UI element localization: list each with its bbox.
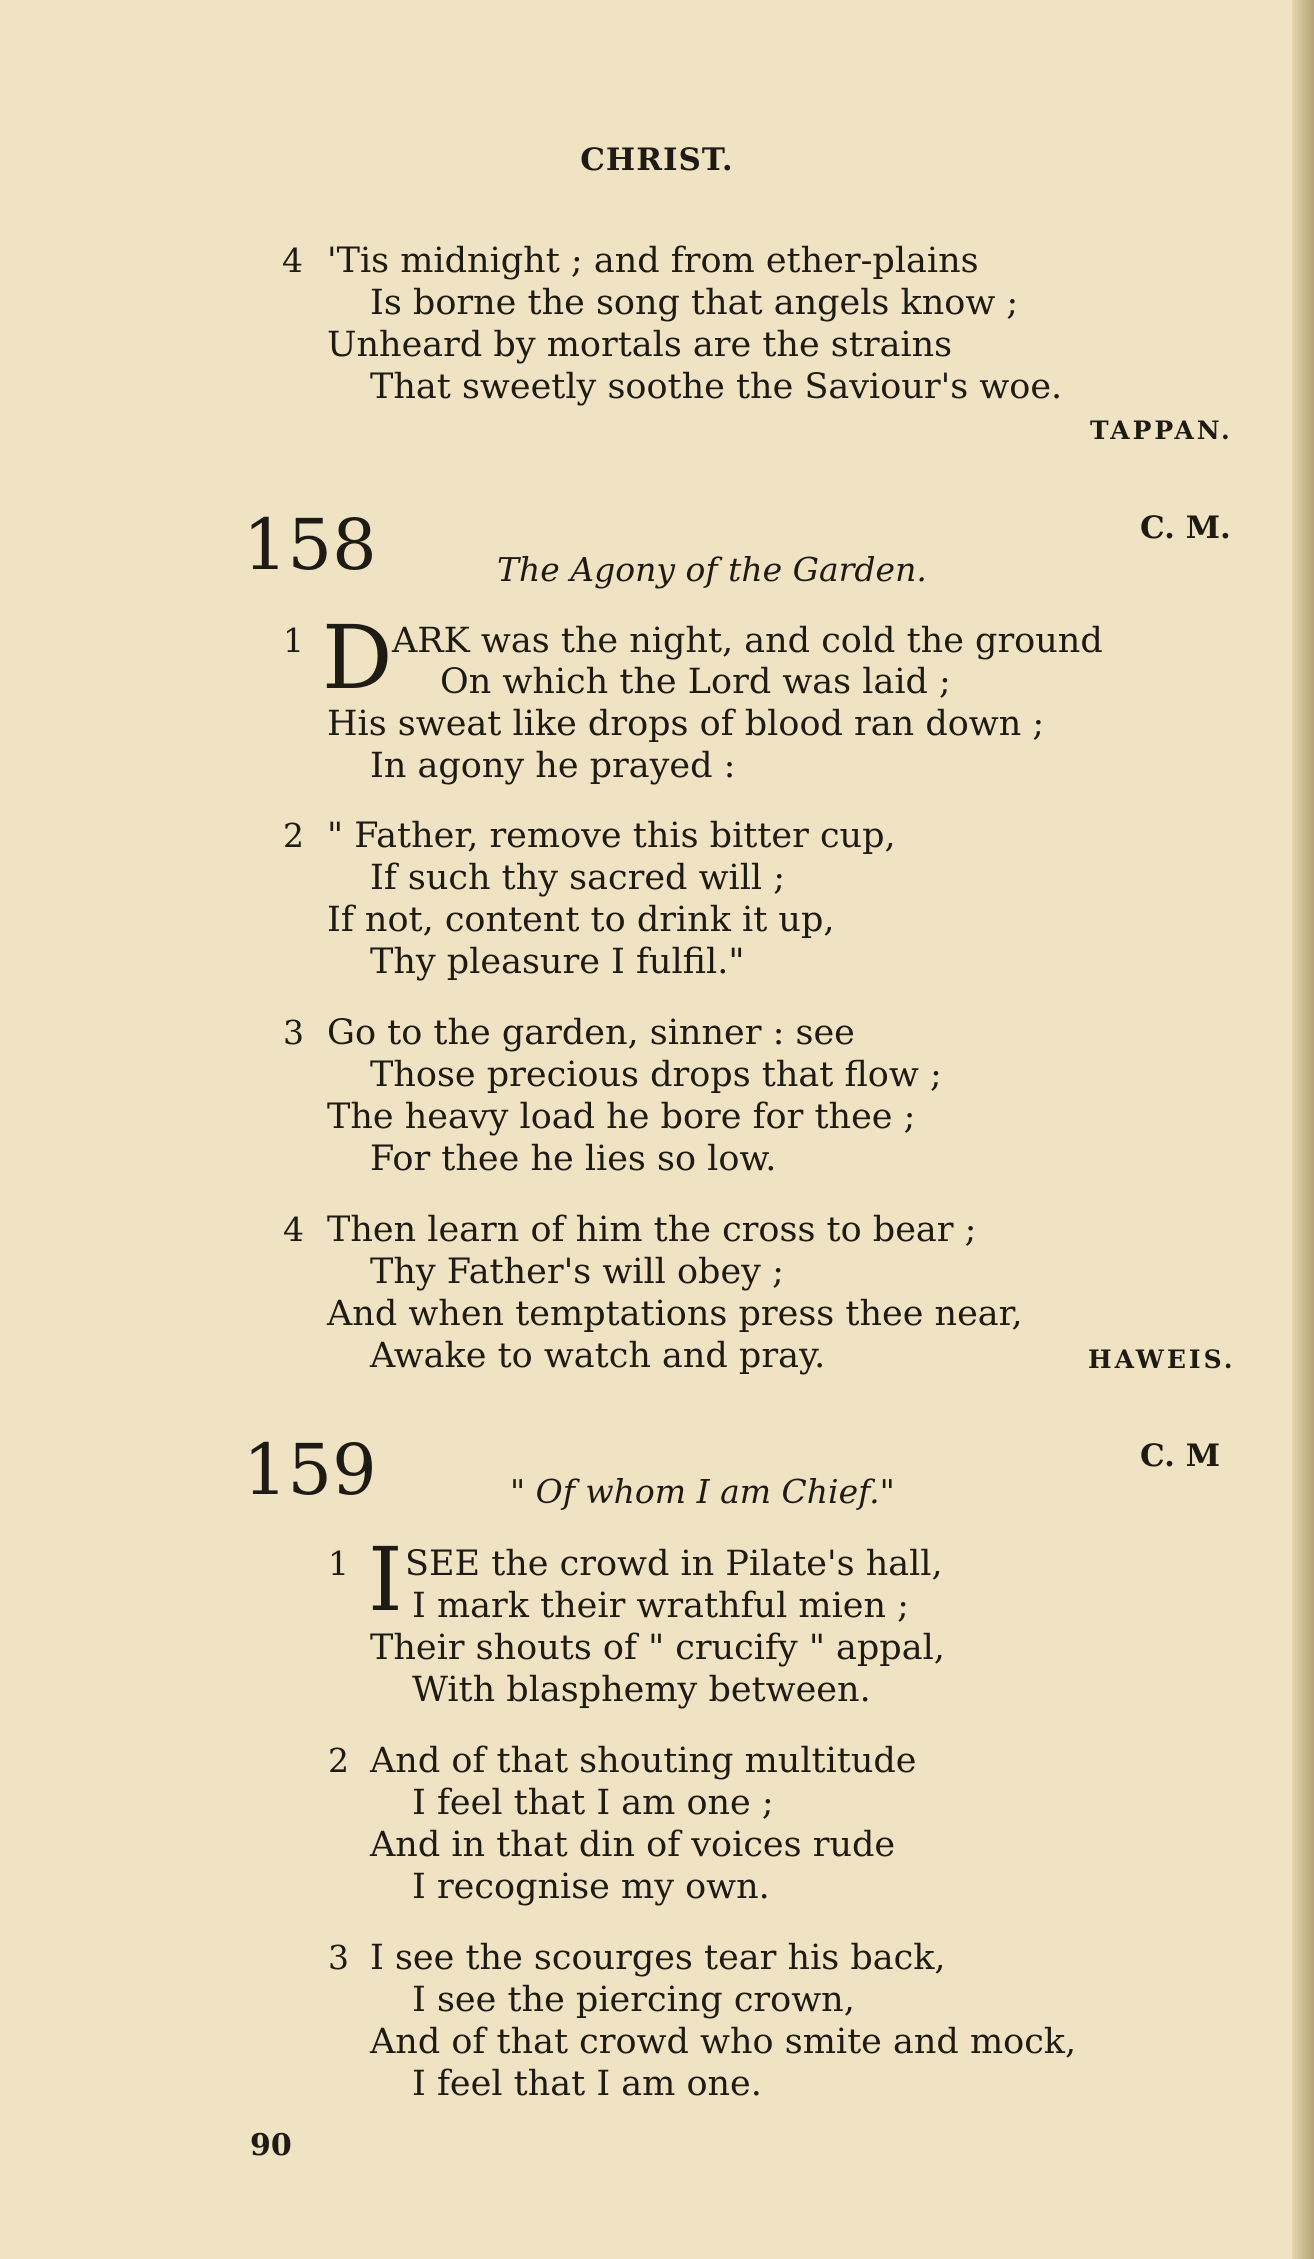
stanza-number: 4 <box>283 1210 304 1249</box>
page-edge <box>1292 0 1314 2259</box>
stanza-number: 1 <box>283 621 304 660</box>
verse-line: The heavy load he bore for thee ; <box>327 1097 916 1137</box>
stanza-number: 2 <box>328 1741 349 1780</box>
verse-line: Is borne the song that angels know ; <box>370 283 1019 323</box>
hymn-number: 158 <box>243 504 377 586</box>
hymn-meter: C. M. <box>1140 510 1231 546</box>
stanza-number: 3 <box>328 1938 349 1977</box>
verse-line: I mark their wrathful mien ; <box>412 1586 909 1626</box>
verse-line: I see the piercing crown, <box>412 1980 855 2020</box>
verse-line: I see the scourges tear his back, <box>370 1938 946 1978</box>
verse-line: Thy Father's will obey ; <box>370 1252 784 1292</box>
verse-line: That sweetly soothe the Saviour's woe. <box>370 367 1063 407</box>
verse-line: If such thy sacred will ; <box>370 858 786 898</box>
verse-line: His sweat like drops of blood ran down ; <box>327 704 1045 744</box>
author-attribution: TAPPAN. <box>1090 416 1233 445</box>
verse-line: With blasphemy between. <box>412 1670 871 1710</box>
drop-cap: D <box>322 606 393 709</box>
hymn-number: 159 <box>243 1429 377 1511</box>
verse-line: On which the Lord was laid ; <box>440 662 951 702</box>
verse-line: Then learn of him the cross to bear ; <box>327 1210 977 1250</box>
running-head: CHRIST. <box>580 142 734 178</box>
verse-line: I feel that I am one. <box>412 2064 762 2104</box>
verse-line: And of that shouting multitude <box>370 1741 917 1781</box>
verse-line: And of that crowd who smite and mock, <box>370 2022 1077 2062</box>
verse-line: Unheard by mortals are the strains <box>327 325 953 365</box>
verse-line: 'Tis midnight ; and from ether-plains <box>327 241 979 281</box>
author-attribution: HAWEIS. <box>1088 1345 1236 1374</box>
verse-line: For thee he lies so low. <box>370 1139 777 1179</box>
hymn-title: The Agony of the Garden. <box>497 550 927 589</box>
stanza-number: 1 <box>328 1544 349 1583</box>
verse-line: ARK was the night, and cold the ground <box>392 621 1103 661</box>
page-number: 90 <box>250 2128 292 2163</box>
verse-line: I feel that I am one ; <box>412 1783 774 1823</box>
hymn-meter: C. M <box>1140 1438 1221 1474</box>
verse-line: In agony he prayed : <box>370 746 736 786</box>
verse-line: I recognise my own. <box>412 1867 770 1907</box>
hymn-title: " Of whom I am Chief." <box>510 1472 895 1511</box>
verse-line: Their shouts of " crucify " appal, <box>370 1628 945 1668</box>
verse-line: Thy pleasure I fulfil." <box>370 942 745 982</box>
drop-cap: I <box>368 1528 403 1631</box>
verse-line: SEE the crowd in Pilate's hall, <box>405 1544 943 1584</box>
verse-line: " Father, remove this bitter cup, <box>327 816 896 856</box>
stanza-number: 3 <box>283 1013 304 1052</box>
stanza-number: 4 <box>282 241 303 280</box>
verse-line: And when temptations press thee near, <box>327 1294 1023 1334</box>
verse-line: If not, content to drink it up, <box>327 900 835 940</box>
stanza-number: 2 <box>283 816 304 855</box>
verse-line: Go to the garden, sinner : see <box>327 1013 855 1053</box>
verse-line: Awake to watch and pray. <box>370 1336 826 1376</box>
verse-line: And in that din of voices rude <box>370 1825 896 1865</box>
verse-line: Those precious drops that flow ; <box>370 1055 942 1095</box>
